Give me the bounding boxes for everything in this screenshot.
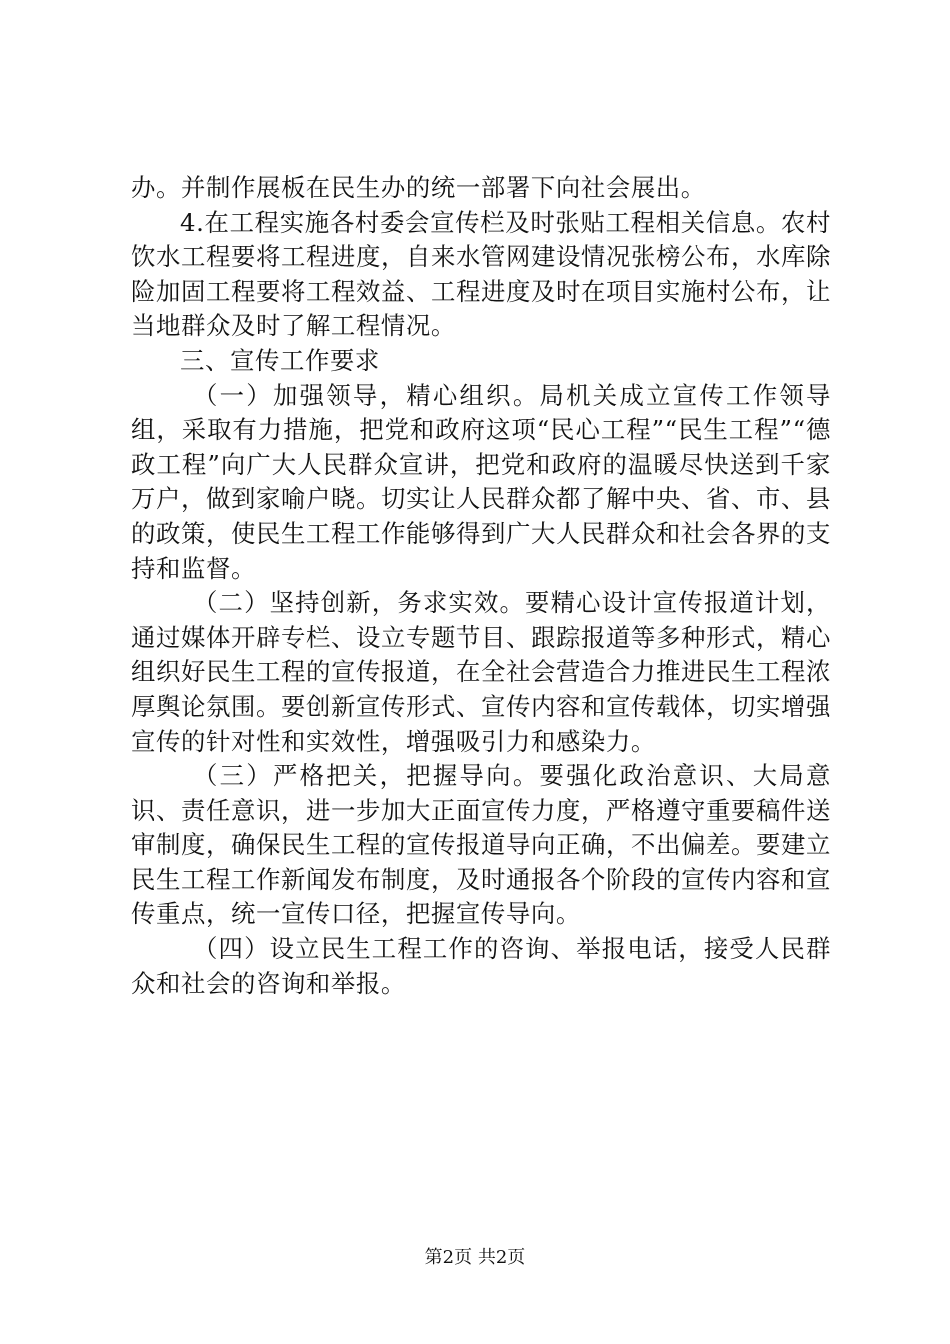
page-footer <box>0 1243 950 1269</box>
paragraph-item-4: 4.在工程实施各村委会宣传栏及时张贴工程相关信息。农村饮水工程要将工程进度，自来水管网建设情况张榜公布，水库除险加固工程要将工程效益、工程进度及时在项目实施村公布，让当地群众及时了解工程情况。 <box>131 207 831 341</box>
page-total: 共2页 <box>477 1247 526 1268</box>
paragraph-requirement-2: （二）坚持创新，务求实效。要精心设计宣传报道计划，通过媒体开辟专栏、设立专题节目、跟踪报道等多种形式，精心组织好民生工程的宣传报道，在全社会营造合力推进民生工程浓厚舆论氛围。要创新宣传形式、宣传内容和宣传载体，切实增强宣传的针对性和实效性，增强吸引力和感染力。 <box>131 588 831 756</box>
paragraph-requirement-4: （四）设立民生工程工作的咨询、举报电话，接受人民群众和社会的咨询和举报。 <box>131 934 831 998</box>
paragraph-requirement-1: （一）加强领导，精心组织。局机关成立宣传工作领导组，采取有力措施，把党和政府这项“民心工程”“民生工程”“德政工程”向广大人民群众宣讲，把党和政府的温暖尽快送到千家万户，做到家喻户晓。切实让人民群众都了解中央、省、市、县的政策，使民生工程工作能够得到广大人民群众和社会各界的支持和监督。 <box>131 380 831 583</box>
paragraph-continuation: 办。并制作展板在民生办的统一部署下向社会展出。 <box>131 173 706 202</box>
section-heading-3: 三、宣传工作要求 <box>180 345 380 375</box>
page-number: 第2页 <box>424 1247 473 1268</box>
paragraph-requirement-3: （三）严格把关，把握导向。要强化政治意识、大局意识、责任意识，进一步加大正面宣传力度，严格遵守重要稿件送审制度，确保民生工程的宣传报道导向正确，不出偏差。要建立民生工程工作新闻发布制度，及时通报各个阶段的宣传内容和宣传重点，统一宣传口径，把握宣传导向。 <box>131 761 831 929</box>
document-body <box>131 171 831 1001</box>
